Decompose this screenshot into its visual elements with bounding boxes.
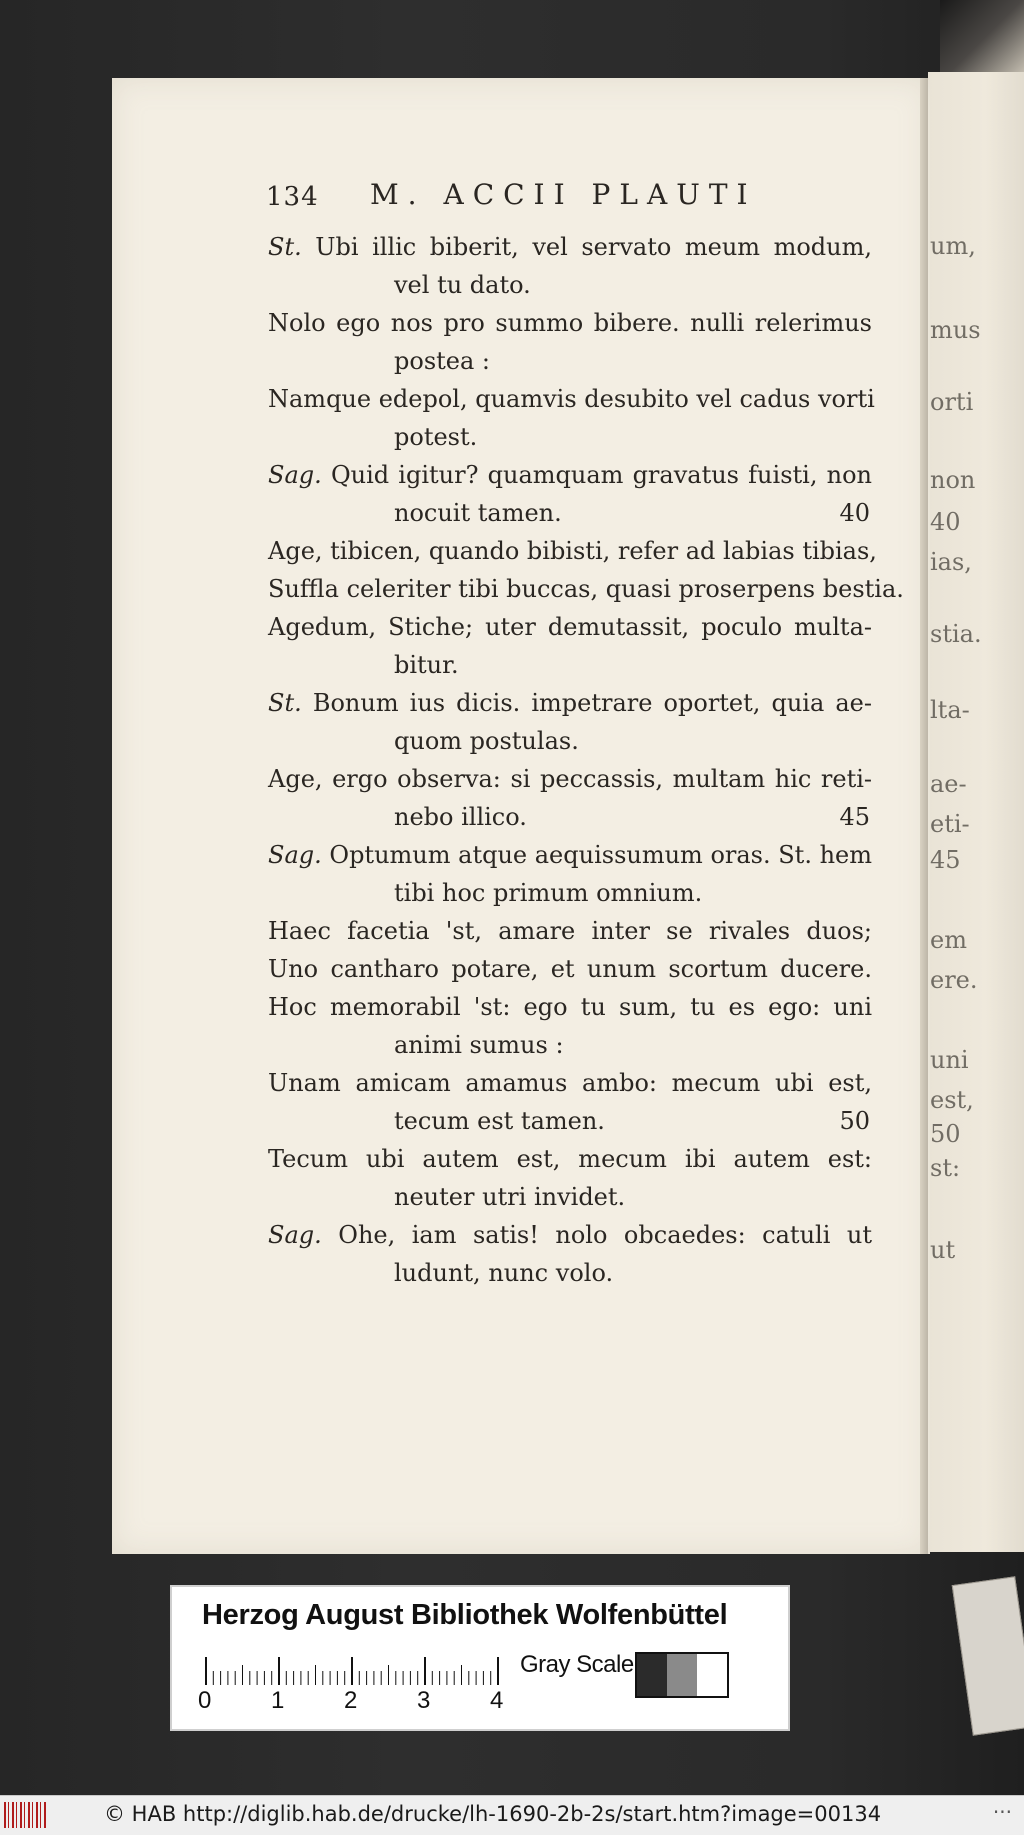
page-number: 134 [266, 182, 319, 212]
copyright-url[interactable]: © HAB http://diglib.hab.de/drucke/lh-1690-2b-2s/start.htm?image=00134 [104, 1802, 882, 1826]
ruler-number: 3 [417, 1687, 431, 1714]
line-number: 45 [839, 803, 870, 831]
verse-line [268, 228, 872, 266]
verse-line [268, 494, 872, 532]
next-page-fragment: non [930, 466, 976, 494]
speaker-label: Sag. [268, 461, 322, 489]
verse-text-span: Namque edepol, quamvis desubito vel cadus vorti [268, 385, 875, 413]
next-page-fragment: st: [930, 1154, 961, 1182]
next-page-fragment: 45 [930, 846, 961, 874]
ruler-number: 4 [490, 1687, 504, 1714]
verse-line [268, 684, 872, 722]
verse-text-span: Haec facetia 'st, amare inter se rivales duos; [268, 917, 872, 945]
next-page-edge [928, 72, 1024, 1552]
verse-text-span: nocuit tamen. [394, 499, 562, 527]
speaker-label: St. [268, 233, 302, 261]
verse-text-span: quom postulas. [394, 727, 579, 755]
verse-text-span: ludunt, nunc volo. [394, 1259, 614, 1287]
verse-text-span: vel tu dato. [394, 271, 531, 299]
verse-text-span: bitur. [394, 651, 459, 679]
verse-line [268, 798, 872, 836]
verse-text-span: tibi hoc primum omnium. [394, 879, 703, 907]
ruler-scale [205, 1657, 501, 1685]
verse-line [268, 266, 872, 304]
library-name: Herzog August Bibliothek Wolfenbüttel [202, 1599, 728, 1631]
next-page-fragment: em [930, 926, 967, 954]
gray-swatch [637, 1654, 667, 1696]
next-page-fragment: lta- [930, 696, 970, 724]
more-icon[interactable]: ··· [992, 1800, 1012, 1824]
verse-line [268, 950, 872, 988]
ruler-number: 0 [198, 1687, 212, 1714]
line-number: 40 [839, 499, 870, 527]
next-page-fragment: ut [930, 1236, 956, 1264]
gray-scale-label: Gray Scale [520, 1651, 634, 1678]
next-page-fragment: um, [930, 232, 976, 260]
verse-text-span: Age, tibicen, quando bibisti, refer ad labias tibias, [268, 537, 877, 565]
ruler-numbers [198, 1687, 518, 1717]
page-corner-shadow [940, 0, 1024, 80]
verse-line [268, 342, 872, 380]
next-page-fragment: est, [930, 1086, 974, 1114]
verse-text-span: Age, ergo observa: si peccassis, multam hic reti- [268, 765, 872, 793]
verse-text-span: Bonum ius dicis. impetrare oportet, quia ae- [312, 689, 872, 717]
verse-line [268, 760, 872, 798]
verse-line [268, 608, 872, 646]
verse-text-span: Ubi illic biberit, vel servato meum modum, [315, 233, 872, 261]
gray-swatch [697, 1654, 727, 1696]
barcode-icon[interactable] [4, 1802, 48, 1828]
verse-line [268, 532, 877, 570]
verse-line [268, 1064, 872, 1102]
verse-line [268, 1102, 872, 1140]
verse-line [268, 1026, 872, 1064]
next-page-fragment: ae- [930, 770, 967, 798]
verse-text-span: nebo illico. [394, 803, 527, 831]
next-page-fragment: ere. [930, 966, 978, 994]
verse-line [268, 722, 872, 760]
verse-text-span: Tecum ubi autem est, mecum ibi autem est: [268, 1145, 872, 1173]
viewer-footer [0, 1795, 1024, 1835]
ruler-number: 1 [271, 1687, 285, 1714]
running-title: M. ACCII PLAUTI [370, 178, 757, 211]
verse-text [268, 228, 904, 1292]
speaker-label: Sag. [268, 1221, 322, 1249]
verse-text-span: potest. [394, 423, 478, 451]
verse-line [268, 912, 872, 950]
speaker-label: Sag. [268, 841, 322, 869]
next-page-fragment: orti [930, 388, 974, 416]
verse-line [268, 988, 872, 1026]
verse-text-span: Hoc memorabil 'st: ego tu sum, tu es ego: uni [268, 993, 872, 1021]
verse-line [268, 1178, 872, 1216]
verse-line [268, 456, 872, 494]
next-page-fragment: 50 [930, 1120, 961, 1148]
verse-line [268, 874, 872, 912]
next-page-fragment: mus [930, 316, 981, 344]
next-page-fragment: stia. [930, 620, 982, 648]
verse-text-span: neuter utri invidet. [394, 1183, 626, 1211]
next-page-fragment: 40 [930, 508, 961, 536]
verse-text-span: animi sumus : [394, 1031, 564, 1059]
verse-line [268, 380, 875, 418]
next-page-fragment: uni [930, 1046, 969, 1074]
gray-scale-swatches [635, 1652, 729, 1698]
ruler-number: 2 [344, 1687, 358, 1714]
verse-line [268, 418, 872, 456]
verse-text-span: Ohe, iam satis! nolo obcaedes: catuli ut [338, 1221, 872, 1249]
verse-line [268, 1140, 872, 1178]
line-number: 50 [839, 1107, 870, 1135]
verse-text-span: Uno cantharo potare, et unum scortum ducere. [268, 955, 872, 983]
verse-line [268, 836, 872, 874]
verse-text-span: Nolo ego nos pro summo bibere. nulli relerimus [268, 309, 872, 337]
verse-text-span: Unam amicam amamus ambo: mecum ubi est, [268, 1069, 872, 1097]
verse-text-span: Quid igitur? quamquam gravatus fuisti, non [330, 461, 872, 489]
verse-text-span: Agedum, Stiche; uter demutassit, poculo multa- [268, 613, 872, 641]
calibration-card [170, 1585, 790, 1731]
verse-text-span: Suffla celeriter tibi buccas, quasi proserpens bestia. [268, 575, 904, 603]
gray-swatch [667, 1654, 697, 1696]
verse-text-span: Optumum atque aequissumum oras. St. hem [329, 841, 873, 869]
verse-line [268, 1254, 872, 1292]
verse-text-span: tecum est tamen. [394, 1107, 605, 1135]
verse-line [268, 646, 872, 684]
page-header [266, 178, 886, 222]
verse-line [268, 304, 872, 342]
verse-text-span: postea : [394, 347, 490, 375]
page-fold [920, 78, 928, 1554]
verse-line [268, 570, 904, 608]
next-page-fragment: ias, [930, 548, 972, 576]
next-page-fragment: eti- [930, 810, 970, 838]
verse-line [268, 1216, 872, 1254]
speaker-label: St. [268, 689, 302, 717]
